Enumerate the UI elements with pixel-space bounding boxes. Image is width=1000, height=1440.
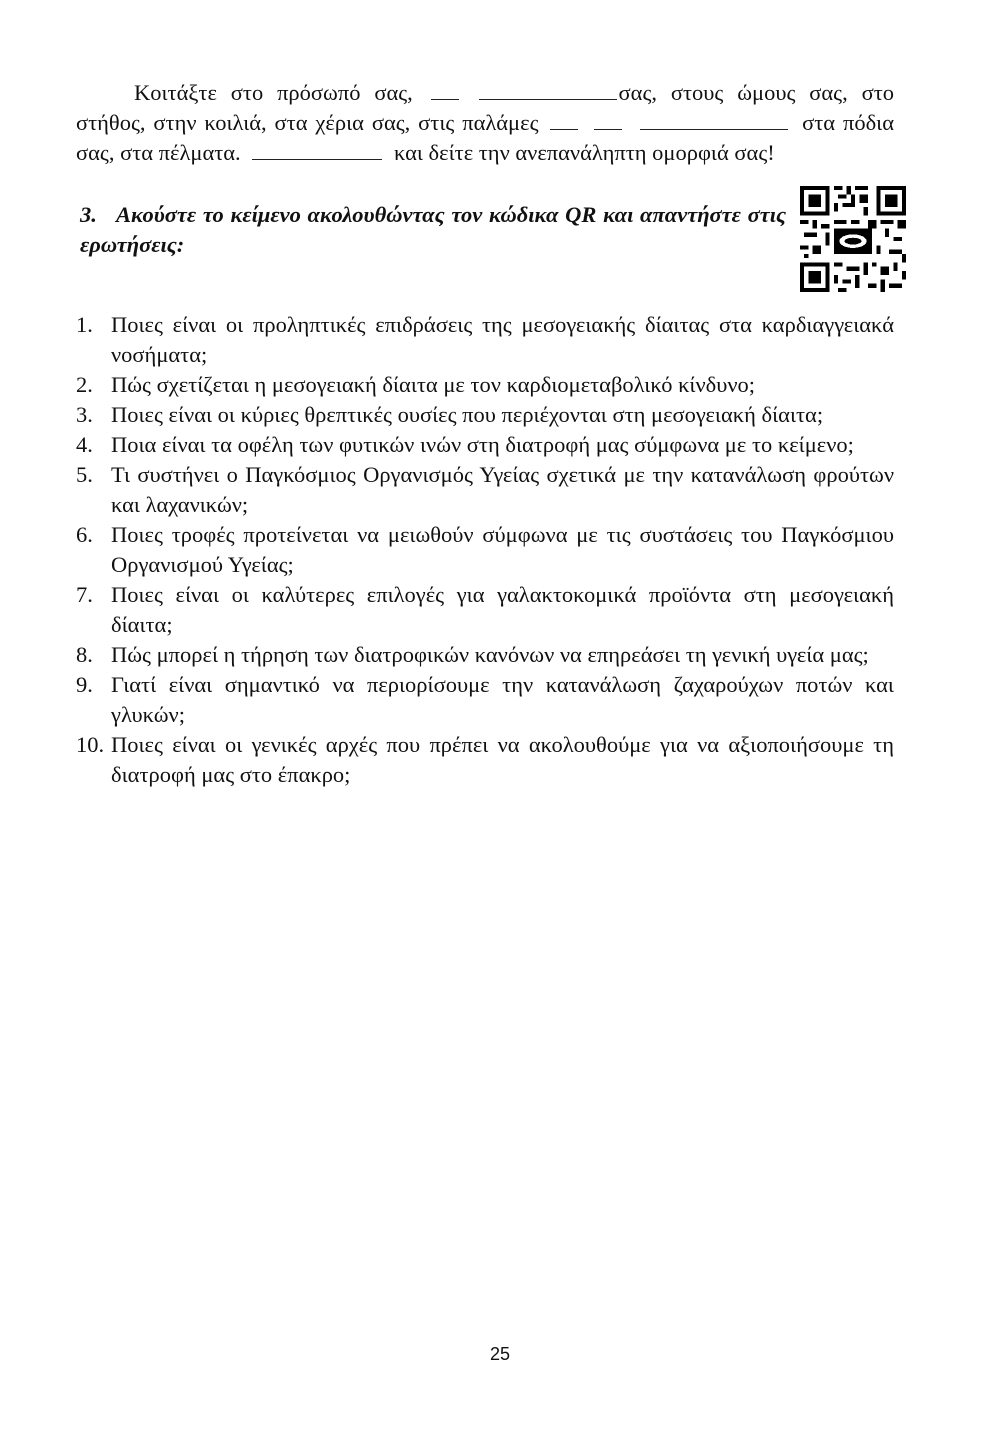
question-number: 7.	[76, 582, 93, 607]
question-item	[76, 460, 894, 520]
question-number: 10.	[76, 732, 105, 757]
blank-line	[431, 81, 459, 100]
question-item	[76, 520, 894, 580]
fill-in-paragraph	[76, 78, 894, 168]
question-text: Ποιες τροφές προτείνεται να μειωθούν σύμφωνα με τις συστάσεις του Παγκόσμιου Οργανισμού Υγείας;	[111, 522, 894, 577]
question-text: Ποιες είναι οι καλύτερες επιλογές για γαλακτοκομικά προϊόντα στη μεσογειακή δίαιτα;	[111, 582, 894, 637]
question-text: Γιατί είναι σημαντικό να περιορίσουμε την κατανάλωση ζαχαρούχων ποτών και γλυκών;	[111, 672, 894, 727]
question-text: Πώς μπορεί η τήρηση των διατροφικών κανόνων να επηρεάσει τη γενική υγεία μας;	[111, 642, 869, 667]
question-text: Ποιες είναι οι κύριες θρεπτικές ουσίες που περιέχονται στη μεσογειακή δίαιτα;	[111, 402, 824, 427]
exercise-heading	[80, 200, 786, 260]
blank-line	[252, 141, 382, 160]
question-text: Ποιες είναι οι γενικές αρχές που πρέπει να ακολουθούμε για να αξιοποιήσουμε τη διατροφή μας στο έπακρο;	[111, 732, 894, 787]
blank-line	[594, 111, 622, 130]
question-item	[76, 400, 894, 430]
question-item	[76, 580, 894, 640]
page-number: 25	[489, 1344, 511, 1364]
blank-line	[550, 111, 578, 130]
question-item	[76, 310, 894, 370]
question-text: Πώς σχετίζεται η μεσογειακή δίαιτα με τον καρδιομεταβολικό κίνδυνο;	[111, 372, 756, 397]
paragraph-part-2: σας, στους ώμους σας, στο στήθος, στην κοιλιά, στα χέρια σας, στις παλάμες	[76, 80, 895, 135]
questions-list	[76, 310, 894, 790]
question-number: 8.	[76, 642, 93, 667]
paragraph-part-3: στα πόδια σας, στα πέλματα.	[76, 110, 895, 165]
paragraph-part-1: Κοιτάξτε στο πρόσωπό σας,	[134, 80, 413, 105]
question-number: 6.	[76, 522, 93, 547]
question-number: 1.	[76, 312, 93, 337]
question-item	[76, 370, 894, 400]
paragraph-part-4: και δείτε την ανεπανάληπτη ομορφιά σας!	[393, 140, 775, 165]
question-number: 3.	[76, 402, 93, 427]
question-item	[76, 670, 894, 730]
exercise-instruction: Ακούστε το κείμενο ακολουθώντας τον κώδικα QR και απαντήστε στις ερωτήσεις:	[80, 202, 786, 257]
question-item	[76, 640, 894, 670]
blank-line	[479, 81, 617, 100]
question-text: Τι συστήνει ο Παγκόσμιος Οργανισμός Υγείας σχετικά με την κατανάλωση φρούτων και λαχανικών;	[111, 462, 894, 517]
question-text: Ποιες είναι οι προληπτικές επιδράσεις της μεσογειακής δίαιτας στα καρδιαγγειακά νοσήματα;	[111, 312, 894, 367]
question-text: Ποια είναι τα οφέλη των φυτικών ινών στη διατροφή μας σύμφωνα με το κείμενο;	[111, 432, 854, 457]
question-number: 9.	[76, 672, 93, 697]
question-number: 2.	[76, 372, 93, 397]
qr-code-icon	[800, 186, 906, 292]
exercise-number: 3.	[80, 202, 97, 227]
blank-line	[640, 111, 788, 130]
question-item	[76, 730, 894, 790]
question-number: 5.	[76, 462, 93, 487]
question-number: 4.	[76, 432, 93, 457]
question-item	[76, 430, 894, 460]
